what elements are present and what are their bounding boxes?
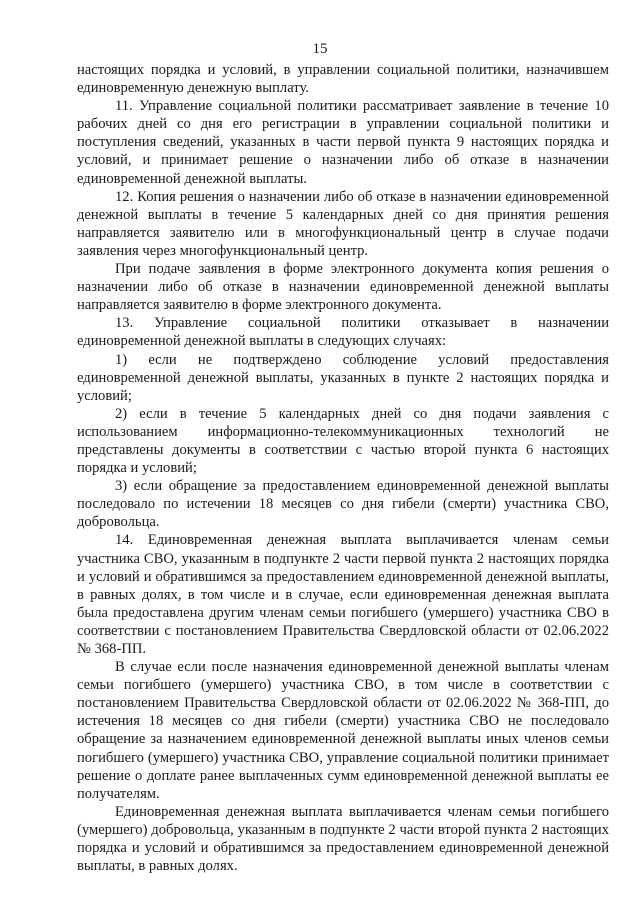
document-body bbox=[77, 61, 609, 875]
paragraph-item-13-sub-3: 3) если обращение за предоставлением единовременной денежной выплаты последовало по истечении 18 месяцев со дня гибели (смерти) участника СВО, добровольца. bbox=[77, 478, 609, 531]
paragraph-item-13-sub-1: 1) если не подтверждено соблюдение условий предоставления единовременной денежной выплаты, указанных в пункте 2 настоящих порядка и условий; bbox=[77, 351, 609, 404]
paragraph-item-11: 11. Управление социальной политики рассматривает заявление в течение 10 рабочих дней со дня его регистрации в управлении социальной политики и поступления сведений, указанных в части первой пункта 9 настоящих порядка и условий, и принимает решение о назначении либо об отказе в назначении единовременной денежной выплаты. bbox=[77, 98, 609, 187]
paragraph-item-13-sub-2: 2) если в течение 5 календарных дней со дня подачи заявления с использованием информационно-телекоммуникационных технологий не представлены документы в соответствии с частью второй пункта 6 настоящих порядка и условий; bbox=[77, 405, 609, 477]
paragraph-item-14: 14. Единовременная денежная выплата выплачивается членам семьи участника СВО, указанным в подпункте 2 части первой пункта 2 настоящих порядка и условий и обратившимся за предоставлением единовременной денежной выплаты, в равных долях, в том числе и в случае, если единовременная денежная выплата была предоставлена другим членам семьи погибшего (умершего) участника СВО в соответствии с постановлением Правительства Свердловской области от 02.06.2022 № 368-ПП. bbox=[77, 532, 609, 657]
paragraph-volunteer-payment: Единовременная денежная выплата выплачивается членам семьи погибшего (умершего) добровольца, указанным в подпункте 2 части второй пункта 2 настоящих порядка и условий и обратившимся за предоставлением единовременной денежной выплаты, в равных долях. bbox=[77, 803, 609, 875]
paragraph-additional-payment: В случае если после назначения единовременной денежной выплаты членам семьи погибшего (умершего) участника СВО, в том числе в соответствии с постановлением Правительства Свердловской области от 02.06.2022 № 368-ПП, до истечения 18 месяцев со дня гибели (смерти) участника СВО не последовало обращение за назначением единовременной денежной выплаты иных членов семьи погибшего (умершего) участника СВО, управление социальной политики принимает решение о доплате ранее выплаченных сумм единовременной денежной выплаты ее получателям. bbox=[77, 659, 609, 802]
page-number: 15 bbox=[312, 41, 328, 57]
paragraph-item-13: 13. Управление социальной политики отказывает в назначении единовременной денежной выплаты в следующих случаях: bbox=[77, 315, 609, 350]
paragraph-item-12: 12. Копия решения о назначении либо об отказе в назначении единовременной денежной выплаты в течение 5 календарных дней со дня принятия решения направляется заявителю или в многофункциональный центр в случае подачи заявления через многофункциональный центр. bbox=[77, 188, 609, 259]
paragraph-continuation: настоящих порядка и условий, в управлении социальной политики, назначившем единовременную денежную выплату. bbox=[77, 62, 609, 97]
paragraph-electronic-document: При подаче заявления в форме электронного документа копия решения о назначении либо об отказе в назначении единовременной денежной выплаты направляется заявителю в форме электронного документа. bbox=[77, 261, 609, 314]
